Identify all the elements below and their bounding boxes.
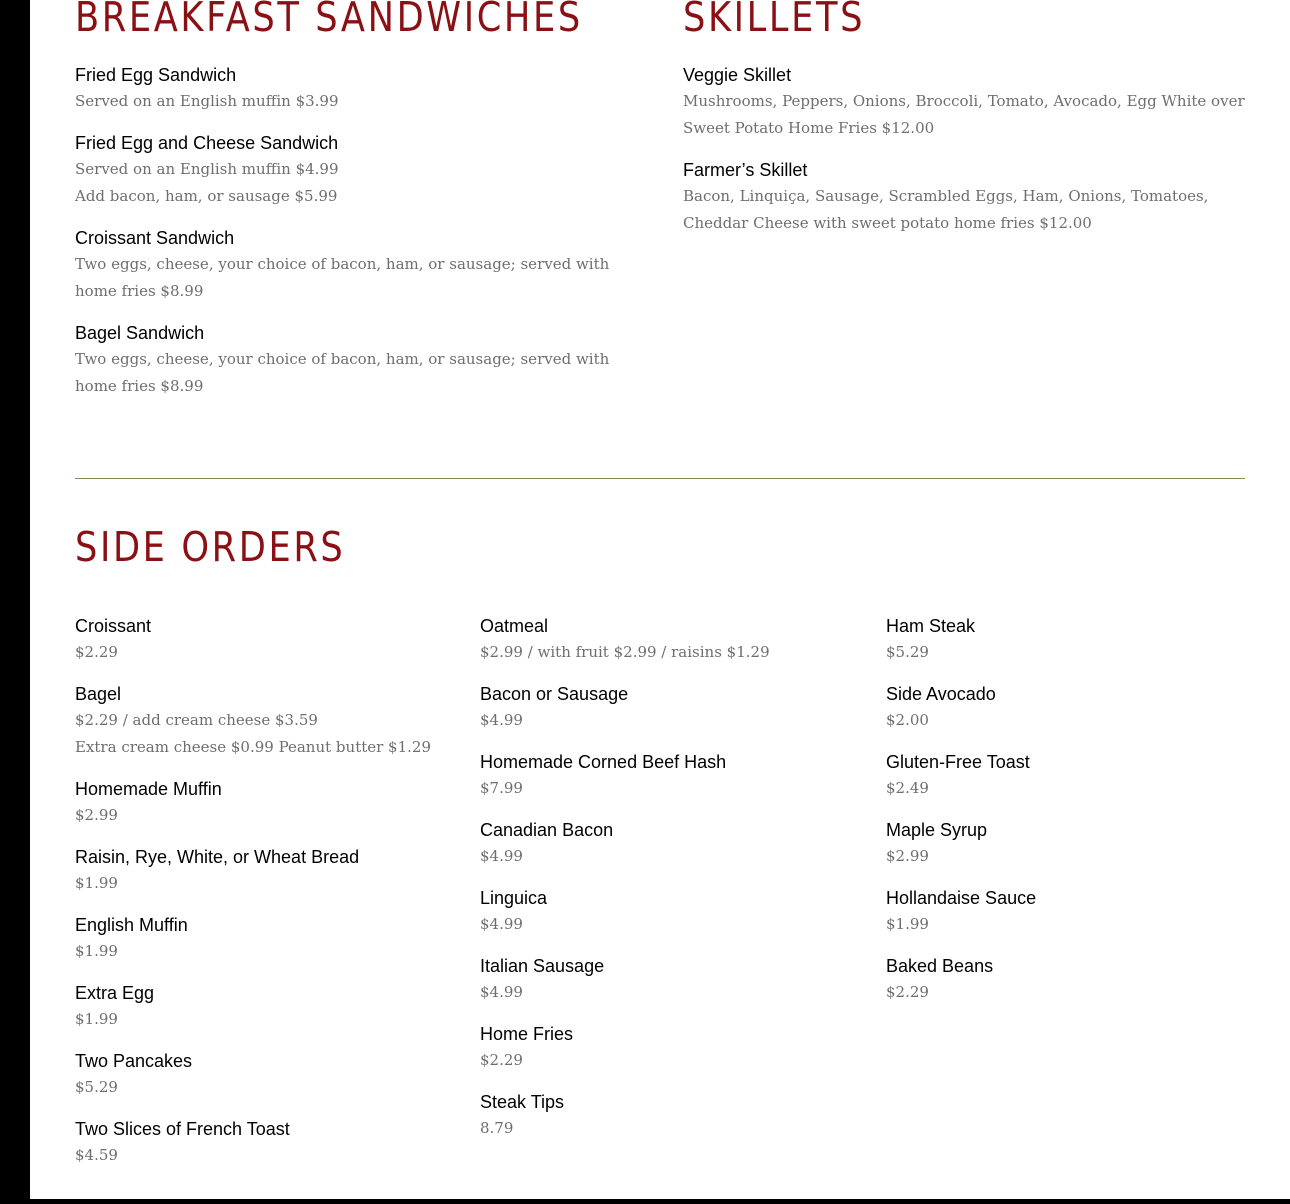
menu-item-description: $1.99	[75, 1010, 118, 1028]
menu-item-description: 8.79	[480, 1119, 514, 1137]
menu-item-name: Raisin, Rye, White, or Wheat Bread	[75, 847, 360, 867]
menu-item	[683, 64, 1253, 142]
breakfast-sandwiches-title: BREAKFAST SANDWICHES	[75, 0, 583, 41]
menu-item-description: $2.29 / add cream cheese $3.59	[75, 711, 318, 729]
menu-item-name: Oatmeal	[480, 616, 549, 636]
menu-item	[886, 819, 1266, 870]
menu-item	[480, 887, 860, 938]
menu-item-name: Two Pancakes	[75, 1051, 193, 1071]
menu-item-name: Italian Sausage	[480, 956, 605, 976]
menu-item-description: $2.29	[886, 983, 929, 1001]
menu-item-description: Two eggs, cheese, your choice of bacon, ham, or sausage; served with home fries $8.99	[75, 255, 610, 300]
menu-item-description: $7.99	[480, 779, 523, 797]
menu-item-name: Maple Syrup	[886, 820, 988, 840]
menu-item-description: $4.99	[480, 983, 523, 1001]
menu-item-description: Bacon, Linquiça, Sausage, Scrambled Eggs, Ham, Onions, Tomatoes, Cheddar Cheese with sweet potato home fries $12.00	[683, 187, 1209, 232]
menu-item-description: $2.29	[480, 1051, 523, 1069]
menu-item	[75, 322, 635, 400]
menu-item	[75, 1118, 455, 1169]
side-orders-column-3	[886, 615, 1266, 1023]
menu-item	[480, 1091, 860, 1142]
menu-item-name: Two Slices of French Toast	[75, 1119, 290, 1139]
menu-item-name: Homemade Corned Beef Hash	[480, 752, 727, 772]
menu-item-name: Gluten-Free Toast	[886, 752, 1030, 772]
menu-item-name: Fried Egg and Cheese Sandwich	[75, 133, 339, 153]
menu-item-name: Ham Steak	[886, 616, 976, 636]
menu-item-name: Bagel	[75, 684, 122, 704]
menu-item	[480, 819, 860, 870]
menu-item-description: $2.99 / with fruit $2.99 / raisins $1.29	[480, 643, 770, 661]
menu-item-name: Farmer’s Skillet	[683, 160, 808, 180]
menu-item-description: $1.99	[886, 915, 929, 933]
side-orders-column-1	[75, 615, 455, 1186]
menu-item	[75, 914, 455, 965]
menu-item	[886, 683, 1266, 734]
menu-item-name: Home Fries	[480, 1024, 574, 1044]
menu-item-description: $2.99	[886, 847, 929, 865]
menu-item-name: Extra Egg	[75, 983, 155, 1003]
menu-item-description: $4.99	[480, 847, 523, 865]
menu-item-name: Veggie Skillet	[683, 65, 792, 85]
section-divider	[75, 478, 1245, 479]
menu-item-name: Canadian Bacon	[480, 820, 614, 840]
menu-item-description: $2.00	[886, 711, 929, 729]
menu-item-description: $4.99	[480, 915, 523, 933]
menu-item	[886, 751, 1266, 802]
menu-item-name: Bagel Sandwich	[75, 323, 205, 343]
menu-item	[480, 955, 860, 1006]
menu-item	[75, 615, 455, 666]
menu-item-description: $2.49	[886, 779, 929, 797]
menu-item-description: Served on an English muffin $4.99	[75, 160, 339, 178]
menu-item	[886, 615, 1266, 666]
side-orders-column-2	[480, 615, 860, 1159]
menu-item-description: $5.29	[75, 1078, 118, 1096]
menu-item-name: Croissant Sandwich	[75, 228, 235, 248]
menu-item	[683, 159, 1253, 237]
menu-item-description: Two eggs, cheese, your choice of bacon, ham, or sausage; served with home fries $8.99	[75, 350, 610, 395]
menu-item	[75, 132, 635, 210]
menu-item-name: Homemade Muffin	[75, 779, 222, 799]
menu-item-name: Side Avocado	[886, 684, 996, 704]
menu-item-description: Mushrooms, Peppers, Onions, Broccoli, Tomato, Avocado, Egg White over Sweet Potato Home Fries $12.00	[683, 92, 1245, 137]
menu-item-name: Steak Tips	[480, 1092, 565, 1112]
menu-item-name: English Muffin	[75, 915, 188, 935]
menu-page	[30, 0, 1290, 1199]
menu-item	[75, 227, 635, 305]
menu-item	[886, 955, 1266, 1006]
menu-item-name: Baked Beans	[886, 956, 994, 976]
side-orders-title: SIDE ORDERS	[75, 523, 346, 571]
menu-item-name: Croissant	[75, 616, 152, 636]
menu-item-description: Add bacon, ham, or sausage $5.99	[75, 187, 338, 205]
menu-item	[75, 1050, 455, 1101]
menu-item-description: $4.59	[75, 1146, 118, 1164]
menu-item	[480, 1023, 860, 1074]
menu-item-name: Fried Egg Sandwich	[75, 65, 237, 85]
menu-item	[75, 64, 635, 115]
menu-item	[480, 751, 860, 802]
menu-item-name: Bacon or Sausage	[480, 684, 629, 704]
menu-item-name: Hollandaise Sauce	[886, 888, 1037, 908]
menu-item-description: $2.29	[75, 643, 118, 661]
menu-item-description: $5.29	[886, 643, 929, 661]
menu-item	[480, 683, 860, 734]
skillets-list	[683, 64, 1253, 254]
menu-item	[75, 683, 455, 761]
menu-item-description: $2.99	[75, 806, 118, 824]
skillets-title: SKILLETS	[683, 0, 866, 41]
menu-item-description: Served on an English muffin $3.99	[75, 92, 339, 110]
breakfast-sandwiches-list	[75, 64, 635, 417]
menu-item	[75, 778, 455, 829]
menu-item	[480, 615, 860, 666]
menu-item-description: $1.99	[75, 874, 118, 892]
menu-item-description: Extra cream cheese $0.99 Peanut butter $1.29	[75, 738, 432, 756]
menu-item	[886, 887, 1266, 938]
menu-item	[75, 846, 455, 897]
menu-item	[75, 982, 455, 1033]
menu-item-name: Linguica	[480, 888, 548, 908]
menu-item-description: $4.99	[480, 711, 523, 729]
menu-item-description: $1.99	[75, 942, 118, 960]
